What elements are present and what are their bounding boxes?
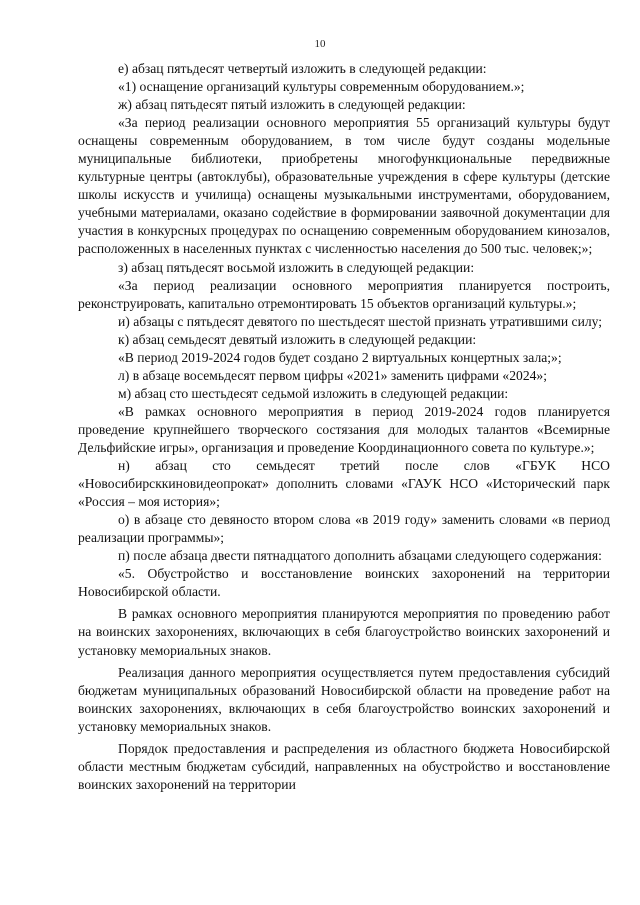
paragraph: и) абзацы с пятьдесят девятого по шестьдесят шестой признать утратившими силу; — [118, 313, 603, 329]
paragraph: В рамках основного мероприятия планируются мероприятия по проведению работ на воинских захоронениях, включающих в себя благоустройство воинских захоронений и установку мемориальных знаков. — [78, 606, 610, 658]
paragraph: «За период реализации основного мероприятия планируется построить, реконструировать, капитально отремонтировать 15 объектов организаций культуры.»; — [78, 277, 610, 311]
paragraph: «За период реализации основного мероприятия 55 организаций культуры будут оснащены современным оборудованием, в том числе будут созданы модельные муниципальные библиотеки, приобретены многофункциональные передвижные культурные центры (автоклубы), образовательные учреждения в сфере культуры (детские школы искусств и училища) оснащены музыкальными инструментами, оборудованием, учебными материалами, оказано содействие в формировании заявочной документации для участия в конкурсных процедурах по оснащению современным оборудованием кинозалов, расположенных в населенных пунктах с численностью населения до 500 тыс. человек;»; — [78, 115, 610, 257]
paragraph: н) абзац сто семьдесят третий после слов «ГБУК НСО «Новосибирсккиновидеопрокат» дополнить словами «ГАУК НСО «Исторический парк «Россия – моя история»; — [78, 458, 610, 510]
paragraph: Реализация данного мероприятия осуществляется путем предоставления субсидий бюджетам муниципальных образований Новосибирской области на проведение работ на воинских захоронениях, включающих в себя благоустройство воинских захоронений и установку мемориальных знаков. — [78, 664, 610, 734]
paragraph: з) абзац пятьдесят восьмой изложить в следующей редакции: — [118, 259, 475, 275]
paragraph: е) абзац пятьдесят четвертый изложить в следующей редакции: — [118, 61, 487, 76]
paragraph: «5. Обустройство и восстановление воинских захоронений на территории Новосибирской области. — [78, 566, 610, 600]
paragraph: о) в абзаце сто девяносто втором слова «в 2019 году» заменить словами «в период реализации программы»; — [78, 512, 610, 546]
paragraph: л) в абзаце восемьдесят первом цифры «2021» заменить цифрами «2024»; — [118, 367, 547, 383]
page-number: 10 — [314, 38, 326, 50]
document-body — [78, 60, 610, 794]
paragraph: п) после абзаца двести пятнадцатого дополнить абзацами следующего содержания: — [118, 548, 602, 564]
paragraph: Порядок предоставления и распределения из областного бюджета Новосибирской области местным бюджетам субсидий, направленных на обустройство и восстановление воинских захоронений на территории — [78, 740, 610, 792]
paragraph: «В период 2019-2024 годов будет создано 2 виртуальных концертных зала;»; — [118, 349, 562, 365]
paragraph: ж) абзац пятьдесят пятый изложить в следующей редакции: — [118, 97, 466, 113]
paragraph: «В рамках основного мероприятия в период 2019-2024 годов планируется проведение крупнейшего творческого состязания для молодых талантов «Всемирные Дельфийские игры», организация и проведение Координационного совета по культуре.»; — [78, 403, 610, 455]
paragraph: «1) оснащение организаций культуры современным оборудованием.»; — [118, 79, 525, 95]
paragraph: м) абзац сто шестьдесят седьмой изложить в следующей редакции: — [118, 385, 509, 401]
paragraph: к) абзац семьдесят девятый изложить в следующей редакции: — [118, 331, 477, 347]
